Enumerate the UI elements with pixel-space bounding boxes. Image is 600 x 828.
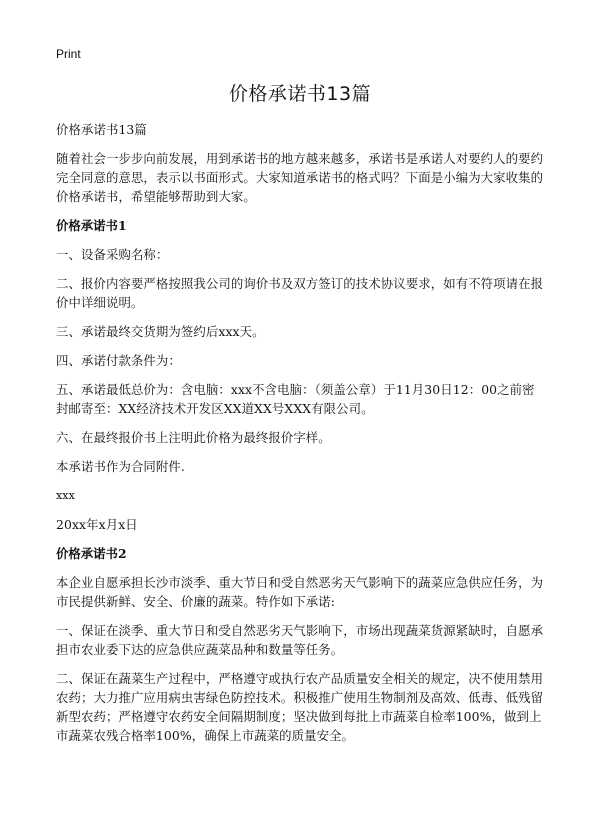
section2-paragraph-1: 本企业自愿承担长沙市淡季、重大节日和受自然恶劣天气影响下的蔬菜应急供应任务，为市民提供新鲜、安全、价廉的蔬菜。特作如下承诺: [56,575,544,609]
section1-item-3: 三、承诺最终交货期为签约后xxx天。 [56,324,265,339]
signature-date: 20xx年x月x日 [56,517,138,532]
signer-name: xxx [56,489,75,502]
section2-paragraph-3: 二、保证在蔬菜生产过程中，严格遵守或执行农产品质量安全相关的规定，决不使用禁用农药；大力推广应用病虫害绿色防控技术。积极推广使用生物制剂及高效、低毒、低残留新型农药；严格遵守农药安全间隔期制度；坚决做到每批上市蔬菜自检率100%，做到上市蔬菜农残合格率100%，确保上市蔬菜的质量安全。 [56,671,544,743]
section1-item-5: 五、承诺最低总价为：含电脑：xxx不含电脑：（须盖公章）于11月30日12：00之前密封邮寄至：XX经济技术开发区XX道XX号XXX有限公司。 [56,382,535,416]
document-body [56,120,546,755]
document-subtitle: 价格承诺书13篇 [56,122,147,137]
section1-attachment-note: 本承诺书作为合同附件. [56,459,185,474]
section1-item-4: 四、承诺付款条件为： [56,353,181,368]
section-heading-2: 价格承诺书2 [56,546,127,561]
section1-item-6: 六、在最终报价书上注明此价格为最终报价字样。 [56,430,331,445]
section-heading-1: 价格承诺书1 [56,218,127,233]
section2-paragraph-2: 一、保证在淡季、重大节日和受自然恶劣天气影响下，市场出现蔬菜货源紧缺时，自愿承担市农业委下达的应急供应蔬菜品种和数量等任务。 [56,623,544,657]
section1-item-2: 二、报价内容要严格按照我公司的询价书及双方签订的技术协议要求，如有不符项请在报价中详细说明。 [56,276,544,310]
section1-item-1: 一、设备采购名称： [56,247,169,262]
print-link[interactable]: Print [56,47,81,61]
intro-paragraph: 随着社会一步步向前发展，用到承诺书的地方越来越多，承诺书是承诺人对要约人的要约完全同意的意思，表示以书面形式。大家知道承诺书的格式吗？下面是小编为大家收集的价格承诺书，希望能够帮助到大家。 [56,151,544,204]
page-title: 价格承诺书13篇 [228,83,372,105]
